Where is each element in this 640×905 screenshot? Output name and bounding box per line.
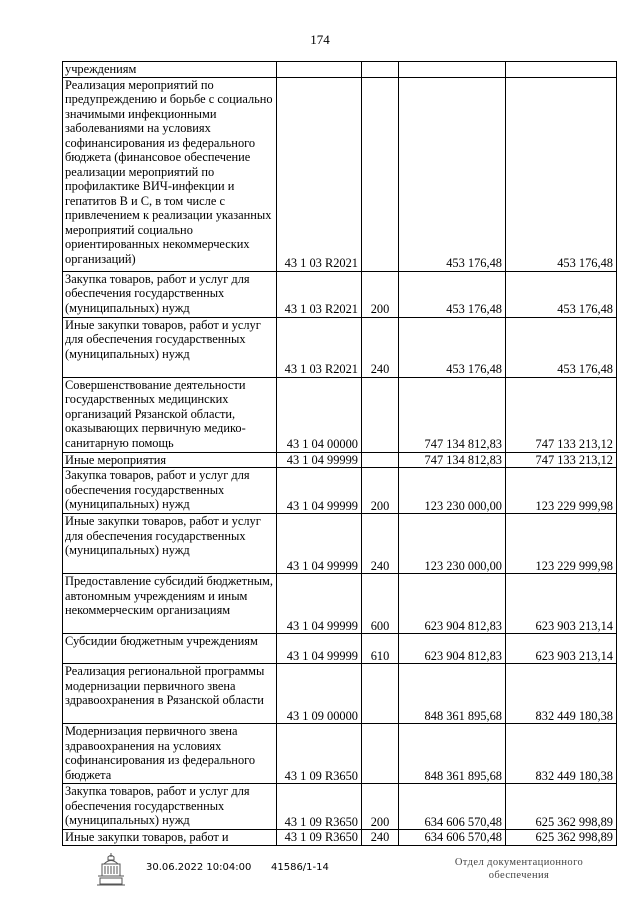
document-number: 41586/1-14	[271, 862, 329, 873]
table-row	[63, 62, 617, 78]
row-amount-fact	[506, 62, 617, 78]
row-amount-plan: 453 176,48	[399, 317, 506, 377]
row-amount-fact: 123 229 999,98	[506, 514, 617, 574]
row-code: 43 1 04 99999	[277, 574, 362, 634]
row-amount-plan: 123 230 000,00	[399, 514, 506, 574]
building-emblem-icon	[96, 852, 126, 888]
row-amount-plan: 747 134 812,83	[399, 452, 506, 468]
table-row	[63, 724, 617, 784]
row-vr	[362, 724, 399, 784]
table-row	[63, 317, 617, 377]
row-name: Иные закупки товаров, работ и услуг для обеспечения государственных (муниципальных) нужд	[63, 514, 277, 574]
row-name: Субсидии бюджетным учреждениям	[63, 634, 277, 664]
table-row	[63, 452, 617, 468]
row-code: 43 1 04 99999	[277, 468, 362, 514]
row-amount-fact: 623 903 213,14	[506, 634, 617, 664]
row-amount-fact: 623 903 213,14	[506, 574, 617, 634]
row-vr: 200	[362, 784, 399, 830]
row-code: 43 1 03 R2021	[277, 317, 362, 377]
signature-datetime: 30.06.2022 10:04:00	[146, 862, 252, 873]
row-name: Иные мероприятия	[63, 452, 277, 468]
row-name: Закупка товаров, работ и услуг для обеспечения государственных (муниципальных) нужд	[63, 271, 277, 317]
row-vr	[362, 664, 399, 724]
row-vr	[362, 62, 399, 78]
table-row	[63, 468, 617, 514]
row-name: Иные закупки товаров, работ и услуг для обеспечения государственных (муниципальных) нужд	[63, 317, 277, 377]
table-row	[63, 77, 617, 271]
table-row	[63, 830, 617, 846]
row-amount-plan	[399, 62, 506, 78]
row-amount-plan: 623 904 812,83	[399, 634, 506, 664]
row-amount-fact: 625 362 998,89	[506, 784, 617, 830]
row-amount-plan: 453 176,48	[399, 77, 506, 271]
row-vr	[362, 377, 399, 452]
row-amount-fact: 747 133 213,12	[506, 377, 617, 452]
row-code: 43 1 09 00000	[277, 664, 362, 724]
row-vr: 200	[362, 271, 399, 317]
row-code	[277, 62, 362, 78]
department-stamp	[444, 856, 594, 882]
table-row	[63, 784, 617, 830]
row-amount-plan: 123 230 000,00	[399, 468, 506, 514]
row-vr	[362, 452, 399, 468]
row-name: Совершенствование деятельности государственных медицинских организаций Рязанской области, оказывающих первичную медико-санитарную помощь	[63, 377, 277, 452]
row-code: 43 1 09 R3650	[277, 724, 362, 784]
row-amount-plan: 634 606 570,48	[399, 784, 506, 830]
budget-table	[62, 61, 617, 846]
table-row	[63, 271, 617, 317]
row-vr: 600	[362, 574, 399, 634]
department-stamp-line1: Отдел документационного	[454, 857, 584, 868]
table-row	[63, 574, 617, 634]
row-vr: 200	[362, 468, 399, 514]
row-amount-plan: 747 134 812,83	[399, 377, 506, 452]
row-amount-fact: 747 133 213,12	[506, 452, 617, 468]
row-vr: 610	[362, 634, 399, 664]
row-amount-fact: 123 229 999,98	[506, 468, 617, 514]
row-amount-plan: 623 904 812,83	[399, 574, 506, 634]
row-amount-fact: 832 449 180,38	[506, 664, 617, 724]
row-amount-fact: 453 176,48	[506, 271, 617, 317]
row-amount-plan: 848 361 895,68	[399, 724, 506, 784]
row-amount-plan: 848 361 895,68	[399, 664, 506, 724]
row-name: Закупка товаров, работ и услуг для обеспечения государственных (муниципальных) нужд	[63, 468, 277, 514]
row-name: учреждениям	[63, 62, 277, 78]
row-name: Иные закупки товаров, работ и	[63, 830, 277, 846]
table-row	[63, 664, 617, 724]
page-number: 174	[310, 32, 330, 47]
row-amount-fact: 453 176,48	[506, 77, 617, 271]
row-name: Реализация мероприятий по предупреждению и борьбе с социально значимыми инфекционными заболеваниями на условиях софинансирования из федерального бюджета (финансовое обеспечение реализации мероприятий по профилактике ВИЧ-инфекции и гепатитов В и С, в том числе с привлечением к реализации указанных мероприятий социально ориентированных некоммерческих организаций)	[63, 77, 277, 271]
row-name: Реализация региональной программы модернизации первичного звена здравоохранения в Рязанской области	[63, 664, 277, 724]
row-code: 43 1 09 R3650	[277, 830, 362, 846]
row-name: Закупка товаров, работ и услуг для обеспечения государственных (муниципальных) нужд	[63, 784, 277, 830]
row-vr: 240	[362, 514, 399, 574]
department-stamp-line2: обеспечения	[488, 870, 550, 881]
table-row	[63, 514, 617, 574]
table-row	[63, 634, 617, 664]
table-row	[63, 377, 617, 452]
row-code: 43 1 04 99999	[277, 634, 362, 664]
row-amount-plan: 453 176,48	[399, 271, 506, 317]
row-name: Предоставление субсидий бюджетным, автономным учреждениям и иным некоммерческим организациям	[63, 574, 277, 634]
row-amount-fact: 625 362 998,89	[506, 830, 617, 846]
row-code: 43 1 09 R3650	[277, 784, 362, 830]
row-code: 43 1 03 R2021	[277, 77, 362, 271]
row-code: 43 1 04 99999	[277, 452, 362, 468]
row-code: 43 1 04 99999	[277, 514, 362, 574]
row-code: 43 1 03 R2021	[277, 271, 362, 317]
row-vr	[362, 77, 399, 271]
row-code: 43 1 04 00000	[277, 377, 362, 452]
row-vr: 240	[362, 317, 399, 377]
row-vr: 240	[362, 830, 399, 846]
row-amount-fact: 832 449 180,38	[506, 724, 617, 784]
row-amount-fact: 453 176,48	[506, 317, 617, 377]
row-amount-plan: 634 606 570,48	[399, 830, 506, 846]
row-name: Модернизация первичного звена здравоохранения на условиях софинансирования из федерального бюджета	[63, 724, 277, 784]
